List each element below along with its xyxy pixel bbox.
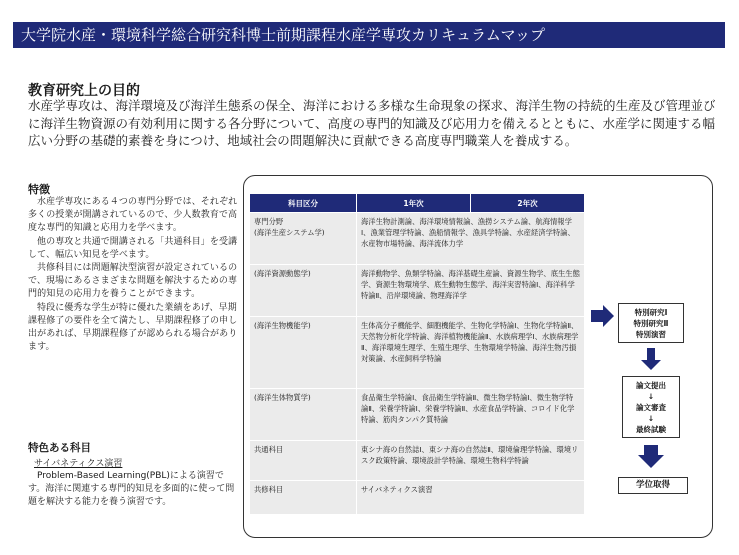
page-title: 大学院水産・環境科学総合研究科博士前期課程水産学専攻カリキュラムマップ [13,22,725,48]
row-courses: 食品衛生学特論Ⅰ、食品衛生学特論Ⅱ、微生物学特論Ⅰ、微生物学特論Ⅱ、栄養学特論Ⅰ、栄養学特論Ⅱ、水産食品学特論、コロイド化学特論、筋肉タンパク質特論 [357,389,585,441]
thesis-box [622,376,680,438]
features-heading: 特徴 [28,183,50,196]
row-category: 専門分野 (海洋生産システム学) [250,213,357,265]
thesis-item: 論文審査 [636,403,666,412]
row-category: 共通科目 [250,441,357,481]
special-text: Problem-Based Learning(PBL)による演習です。海洋に関連する専門的知見を多面的に使って問題を解決する能力を養う演習です。 [28,471,235,508]
features-paragraph: 水産学専攻にある４つの専門分野では、それぞれ多くの授業が開講されているので、少人数教育で高度な専門的知識と応用力を学べます。 [28,197,238,234]
header-year2: 2年次 [470,194,584,213]
row-courses: サイバネティクス演習 [357,481,585,515]
thesis-item: 論文提出 [636,381,666,390]
special-heading: 特色ある科目 [28,442,91,454]
thesis-item: 最終試験 [636,425,666,434]
row-courses: 海洋生物計測論、海洋環境情報論、漁撈システム論、航海情報学Ⅰ、漁業管理学特論、漁船情報学、漁具学特論、水産経済学特論、水産物市場特論、海洋流体力学 [357,213,585,265]
table-row [250,213,585,265]
table-row [250,441,585,481]
table-row [250,481,585,515]
thesis-item: ↓ [647,414,655,423]
features-paragraph: 特段に優秀な学生が特に優れた業績をあげ、早期課程修了の要件を全て満たし、早期課程修了の申し出があれば、早期課程修了が認められる場合があります。 [28,302,238,353]
thesis-item: ↓ [647,392,655,401]
research-box [618,303,684,343]
row-category: (海洋資源動態学) [250,265,357,317]
curriculum-table [249,193,585,515]
research-item: 特別演習 [636,330,666,339]
features-paragraph: 共修科目には問題解決型演習が設定されているので、現場にあるさまざまな問題を解決するための専門的知見の応用力を養うことができます。 [28,263,238,300]
table-row [250,389,585,441]
purpose-heading: 教育研究上の目的 [28,83,140,99]
research-item: 特別研究Ⅰ [634,308,668,317]
row-courses: 東シナ海の自然誌Ⅰ、東シナ海の自然誌Ⅱ、環境倫理学特論、環境リスク政策特論、環境設計学特論、環境生物科学特論 [357,441,585,481]
features-paragraph: 他の専攻と共通で開講される「共通科目」を受講して、幅広い知見を学べます。 [28,236,238,260]
special-subject: サイバネティクス演習 [34,459,123,469]
header-year1: 1年次 [357,194,471,213]
research-item: 特別研究Ⅱ [633,319,669,328]
table-row [250,265,585,317]
row-courses: 生体高分子機能学、細胞機能学、生物化学特論Ⅰ、生物化学特論Ⅱ、天然物分析化学特論、海洋植物機能論Ⅱ、水族病理学Ⅰ、水族病理学Ⅱ、海洋環境生理学、生殖生理学、生物環境学特論、海洋生物汚損対策論、水産飼料学特論 [357,317,585,389]
features-text [28,196,240,354]
degree-box: 学位取得 [618,477,688,494]
row-category: (海洋生体物質学) [250,389,357,441]
table-header-row [250,194,585,213]
row-courses: 海洋動物学、魚類学特論、海洋基礎生産論、資源生物学、底生生態学、資源生物環境学、底生動物生態学、海洋実習特論Ⅰ、海洋科学特論Ⅱ、沿岸環境論、物理海洋学 [357,265,585,317]
row-category: (海洋生物機能学) [250,317,357,389]
header-category: 科目区分 [250,194,357,213]
purpose-text: 水産学専攻は、海洋環境及び海洋生態系の保全、海洋における多様な生命現象の探求、海洋生物の持続的生産及び管理並びに海洋生物資源の有効利用に関する各分野について、高度の専門的知識及び応用力を備えるとともに、水産学に関連する幅広い分野の基礎的素養を身につけ、地域社会の問題解決に貢献できる高度専門職業人を養成する。 [28,98,716,148]
row-category: 共修科目 [250,481,357,515]
table-row [250,317,585,389]
